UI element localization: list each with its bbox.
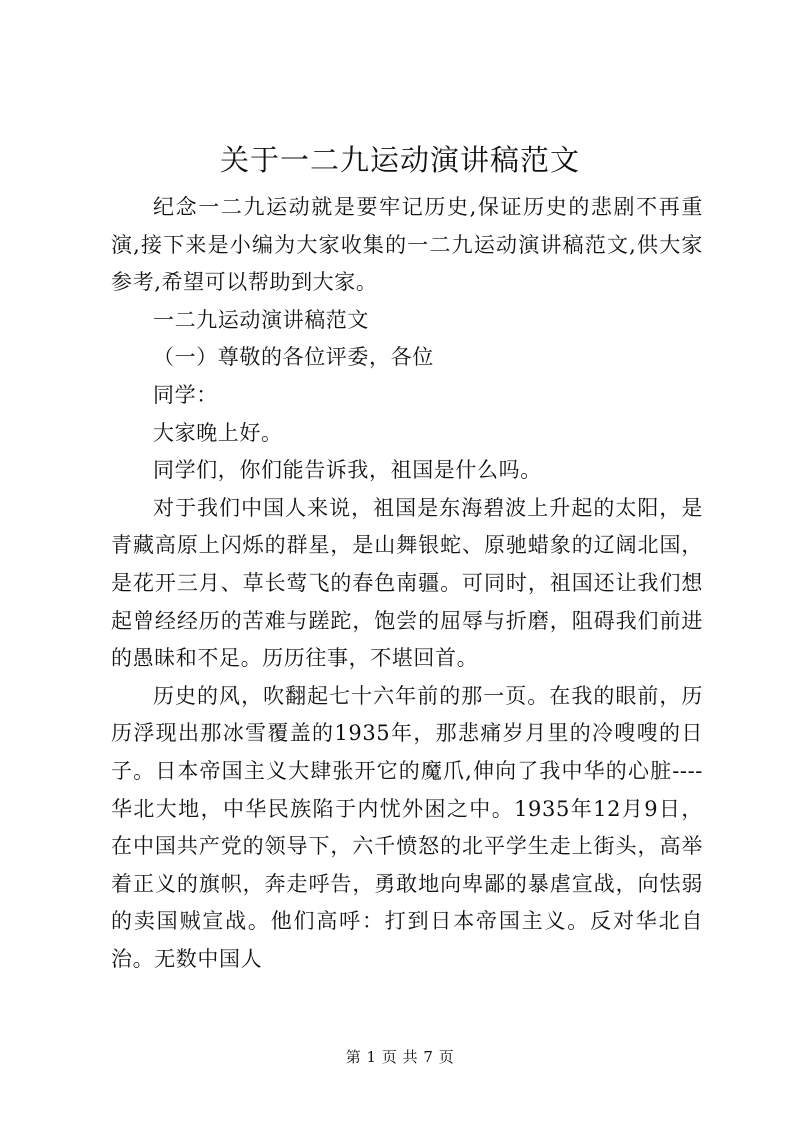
document-body (111, 189, 703, 978)
paragraph-intro: 纪念一二九运动就是要牢记历史,保证历史的悲剧不再重演,接下来是小编为大家收集的一二九运动演讲稿范文,供大家参考,希望可以帮助到大家。 (111, 195, 703, 295)
paragraph-salutation-cont: 同学： (153, 382, 218, 407)
paragraph-subtitle: 一二九运动演讲稿范文 (153, 307, 369, 332)
page-number-footer: 第 1 页 共 7 页 (345, 1048, 455, 1066)
paragraph-greeting: 大家晚上好。 (153, 420, 283, 445)
paragraph-homeland: 对于我们中国人来说，祖国是东海碧波上升起的太阳，是青藏高原上闪烁的群星，是山舞银蛇、原驰蜡象的辽阔北国，是花开三月、草长莺飞的春色南疆。可同时，祖国还让我们想起曾经经历的苦难与蹉跎，饱尝的屈辱与折磨，阻碍我们前进的愚昧和不足。历历往事，不堪回首。 (111, 495, 703, 671)
document-title: 关于一二九运动演讲稿范文 (219, 143, 580, 177)
paragraph-question: 同学们，你们能告诉我，祖国是什么吗。 (153, 458, 542, 483)
paragraph-salutation: （一）尊敬的各位评委，各位 (153, 345, 434, 370)
paragraph-history: 历史的风，吹翻起七十六年前的那一页。在我的眼前，历历浮现出那冰雪覆盖的1935年，那悲痛岁月里的冷嗖嗖的日子。日本帝国主义大肆张开它的魔爪,伸向了我中华的心脏----华北大地，中华民族陷于内忧外困之中。1935年12月9日，在中国共产党的领导下，六千愤怒的北平学生走上街头，高举着正义的旗帜，奔走呼告，勇敢地向卑鄙的暴虐宣战，向怯弱的卖国贼宣战。他们高呼：打到日本帝国主义。反对华北自治。无数中国人 (111, 683, 703, 971)
